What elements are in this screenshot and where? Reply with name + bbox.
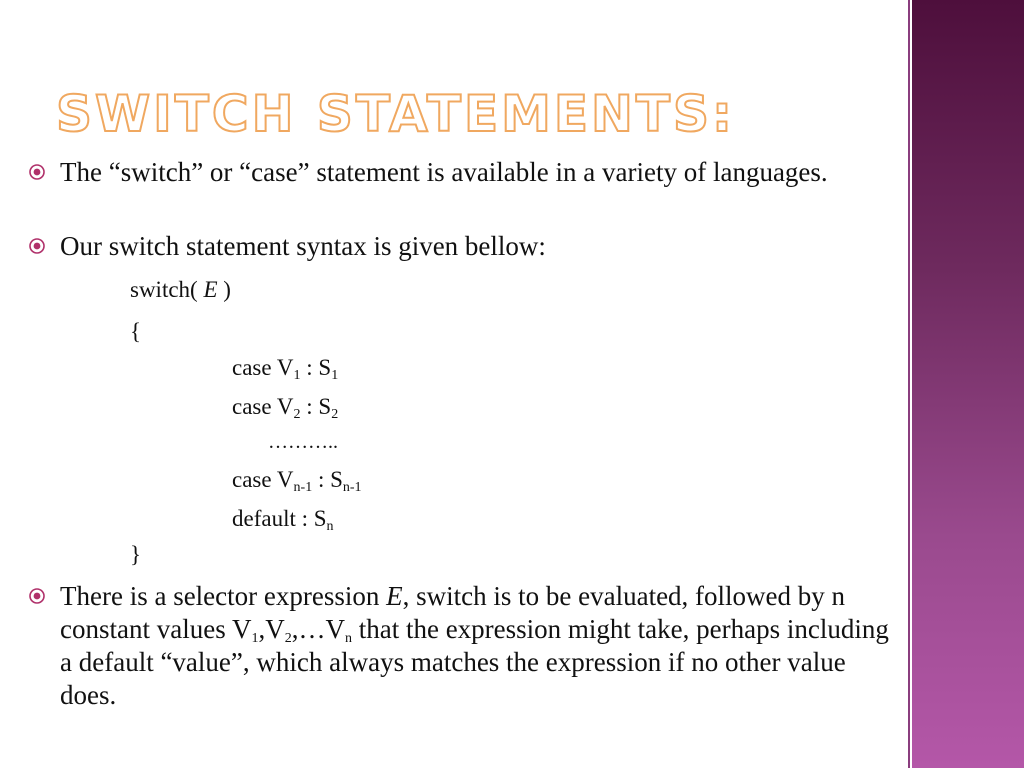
bullet-3-part-3: ,V [258,614,285,644]
code-case-1-kw: case V [232,355,294,380]
code-switch-close: ) [217,277,231,302]
code-case-1-vsub: 1 [293,368,301,383]
code-case-n-mid: : S [312,467,343,492]
bullet-1 [28,156,898,189]
code-case-2-ssub: 2 [331,407,339,422]
code-case-n-kw: case V [232,467,294,492]
code-default-ssub: n [326,519,334,534]
code-case-2 [232,393,338,421]
code-switch-line [130,276,231,304]
code-case-n-vsub: n-1 [293,480,313,495]
bullet-3-sub-1: 1 [251,631,259,646]
code-case-1-ssub: 1 [331,368,339,383]
code-open-brace: { [130,319,142,344]
bullet-3-part-4: ,…V [291,614,345,644]
bullet-3-text [60,580,898,712]
code-case-1-mid: : S [300,355,332,380]
circle-bullet-icon [28,163,46,181]
code-default-kw: default : S [232,506,327,531]
code-switch-keyword: switch( [130,277,204,302]
code-case-1 [232,354,338,382]
bullet-3 [28,580,898,712]
slide-title: SWITCH STATEMENTS: [56,85,735,143]
code-case-2-mid: : S [300,394,332,419]
bullet-3-sub-n: n [344,631,352,646]
circle-bullet-icon [28,237,46,255]
side-band [912,0,1024,768]
code-case-2-kw: case V [232,394,294,419]
bullet-1-text: The “switch” or “case” statement is available in a variety of languages. [60,157,828,187]
bullet-3-part-2: , switch is to be evaluated, followed by n constant values V [60,581,846,644]
code-ellipsis: ……….. [268,431,338,453]
bullet-3-sub-2: 2 [284,631,292,646]
code-close-brace: } [130,542,142,567]
circle-bullet-icon [28,587,46,605]
code-switch-expr: E [203,277,218,302]
bullet-3-part-5: that the expression might take, perhaps including a default “value”, which always matches the expression if no other value does. [60,614,889,710]
code-default [232,505,334,533]
bullet-3-expr: E [386,581,403,611]
code-case-n [232,466,362,494]
bullet-2 [28,230,898,263]
code-case-n-ssub: n-1 [342,480,362,495]
code-case-2-vsub: 2 [293,407,301,422]
side-divider [908,0,910,768]
bullet-2-text: Our switch statement syntax is given bellow: [60,231,546,261]
bullet-3-part-1: There is a selector expression [60,581,387,611]
